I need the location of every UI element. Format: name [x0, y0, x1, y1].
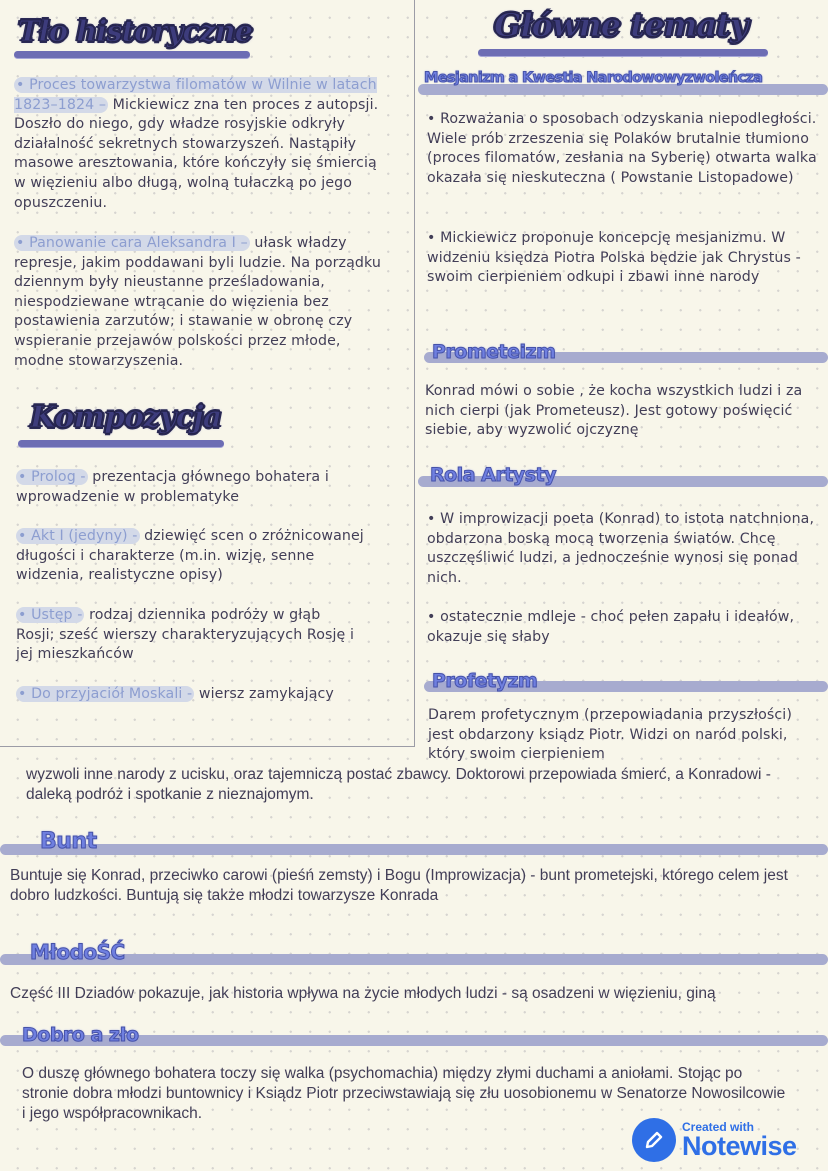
prometeizm-heading: Prometeizm [432, 341, 556, 363]
mlodosc-text: Część III Dziadów pokazuje, jak historia wpływa na życie młodych ludzi - są osadzeni w więzieniu, giną [10, 985, 716, 1002]
ustep-text: rodzaj dziennika podróży w głąb Rosji; sześć wierszy charakteryzujących Rosję i jej mieszkańców [16, 607, 355, 663]
mesjanizm-heading: Mesjanizm a Kwestia Narodowowyzwoleńcza [424, 70, 763, 86]
kompozycja-title: Kompozycja [30, 400, 222, 435]
mesjanizm-p1: • Rozważania o sposobach odzyskania niepodległości. Wiele prób zrzeszenia się Polaków brutalnie tłumiono (proces filomatów, zesłania na Syberię) otwarta walka okazała się nieskuteczna ( Powstanie Listopadowe) [427, 111, 817, 186]
profetyzm-heading: Profetyzm [432, 670, 538, 692]
glowne-tematy-underline [478, 49, 768, 56]
bunt-heading: Bunt [40, 829, 97, 854]
tlo-item-1 [14, 76, 386, 213]
kompozycja-item-2 [16, 527, 376, 586]
mesjanizm-p2: • Mickiewicz proponuje koncepcję mesjanizmu. W widzeniu księdza Piotra Polska będzie jak Chrystus - swoim cierpieniem odkupi i zbawi inne narody [427, 230, 801, 286]
notewise-label: Notewise [682, 1130, 797, 1161]
tlo-underline [14, 51, 250, 58]
created-with-label: Created with [682, 1119, 755, 1134]
prometeizm-text: Konrad mówi o sobie , że kocha wszystkich ludzi i za nich cierpi (jak Prometeusz). Jest gotowy poświęcić siebie, aby wyzwolić ojczyznę [425, 383, 803, 439]
kompozycja-item-3 [16, 606, 356, 665]
do-przyjaciol-label: • Do przyjaciół Moskali - [18, 686, 193, 702]
kompozycja-item-4 [16, 685, 376, 705]
glowne-tematy-title: Główne tematy [494, 6, 748, 44]
prolog-label: • Prolog - [18, 469, 86, 485]
kompozycja-underline [18, 440, 224, 447]
rola-artysty-p1: • W improwizacji poeta (Konrad) to istota natchniona, obdarzona boską mocą tworzenia światów. Chcę uszczęśliwić ludzi, a jednocześnie wynosi się ponad nich. [427, 511, 815, 586]
tlo-item-1-text: Mickiewicz zna ten proces z autopsji. Doszło do niego, gdy władze rosyjskie odkryły działalność sekretnych stowarzyszeń. Nastąpiły masowe aresztowania, które kończyły się śmiercią w więzieniu albo długą, wolną tułaczką po jego opuszczeniu. [14, 96, 379, 211]
bunt-bar [0, 844, 828, 855]
pencil-icon [632, 1118, 676, 1162]
bunt-text: Buntuje się Konrad, przeciwko carowi (pieśń zemsty) i Bogu (Improwizacja) - bunt prometejski, którego celem jest dobro ludzkości. Buntują się także młodzi towarzysze Konrada [10, 867, 788, 904]
dobro-zlo-text: O duszę głównego bohatera toczy się walka (psychomachia) między złymi duchami a aniołami. Stojąc po stronie dobra młodzi buntownicy i Ksiądz Piotr przeciwstawiają się złu uosobionemu w Senatorze Nowosilcowie i jego współpracownikach. [22, 1065, 786, 1122]
profetyzm-text-wide: wyzwoli inne narody z ucisku, oraz tajemniczą postać zbawcy. Doktorowi przepowiada śmierć, a Konradowi - daleką podróż i spotkanie z nieznajomym. [26, 766, 771, 803]
notewise-badge [632, 1118, 797, 1162]
tlo-historyczne-title: Tło historyczne [18, 14, 253, 48]
mlodosc-heading: MłodoŚĆ [30, 940, 125, 964]
akt-text: dziewięć scen o zróżnicowanej długości i charakterze (m.in. wizję, senne widzenia, realistyczne opisy) [16, 528, 364, 584]
rola-artysty-p2: • ostatecznie mdleje - choć pełen zapału i ideałów, okazuje się słaby [427, 609, 795, 645]
ustep-label: • Ustęp - [18, 607, 83, 623]
dobro-zlo-heading: Dobro a zło [22, 1024, 139, 1046]
tlo-item-1-label: • Proces towarzystwa filomatów w Wilnie w latach 1823–1824 – [14, 77, 377, 113]
profetyzm-text-narrow: Darem profetycznym (przepowiadania przyszłości) jest obdarzony ksiądz Piotr. Widzi on naród polski, który swoim cierpieniem [428, 707, 792, 763]
rola-artysty-heading: Rola Artysty [430, 464, 556, 486]
tlo-item-2 [14, 234, 386, 371]
tlo-item-2-text: ułask władzy represje, jakim poddawani byli ludzie. Na porządku dziennym były nieustanne prześladowania, niespodziewane wtrącanie do więzienia bez postawienia zarzutów; i stawanie w obronę czy wspieranie przejawów polskości przez młode, modne stowarzyszenia. [14, 235, 381, 369]
akt-label: • Akt I (jedyny) - [18, 528, 138, 544]
do-przyjaciol-text: wiersz zamykający [194, 686, 334, 702]
kompozycja-item-1 [16, 468, 376, 507]
tlo-item-2-label: • Panowanie cara Aleksandra I – [16, 235, 248, 251]
prolog-text: prezentacja głównego bohatera i wprowadzenie w problematyke [16, 469, 329, 505]
